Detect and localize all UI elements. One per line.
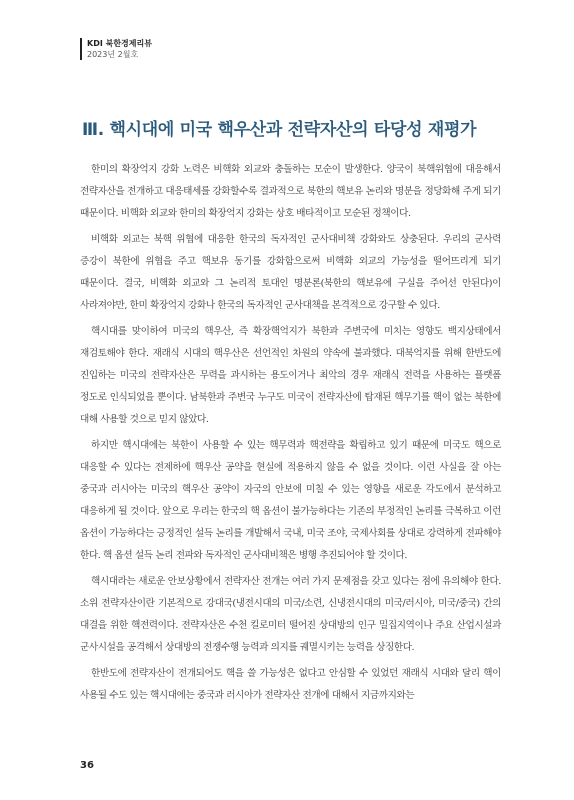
publication-name: KDI 북한경제리뷰 xyxy=(87,39,152,48)
body-text xyxy=(80,159,501,711)
paragraph: 핵시대라는 새로운 안보상황에서 전략자산 전개는 여러 가지 문제점을 갖고 있다는 점에 유의해야 한다. 소위 전략자산이란 기본적으로 강대국(냉전시대의 미국/소련, 신냉전시대의 미국/러시아, 미국/중국) 간의 대결을 위한 핵전력이다. 전략자산은 수천 킬로미터 떨어진 상대방의 인구 밀집지역이나 주요 산업시설과 군사시설을 공격해서 상대방의 전쟁수행 능력과 의지를 궤멸시키는 능력을 상징한다. xyxy=(80,576,501,653)
paragraph: 한미의 확장억지 강화 노력은 비핵화 외교와 충돌하는 모순이 발생한다. 양국이 북핵위협에 대응해서 전략자산을 전개하고 대응태세를 강화할수록 결과적으로 북한의 핵보유 논리와 명분을 정당화해 주게 되기 때문이다. 비핵화 외교와 한미의 확장억지 강화는 상호 배타적이고 모순된 정책이다. xyxy=(80,164,501,219)
paragraph: 핵시대를 맞이하여 미국의 핵우산, 즉 확장핵억지가 북한과 주변국에 미치는 영향도 백지상태에서 재검토해야 한다. 재래식 시대의 핵우산은 선언적인 차원의 약속에 불과했다. 대북억지를 위해 한반도에 진입하는 미국의 전략자산은 무력을 과시하는 용도이거나 최악의 경우 재래식 전력을 사용하는 플랫폼 정도로 인식되었을 뿐이다. 남북한과 주변국 누구도 미국이 전략자산에 탑재된 핵무기를 핵이 없는 북한에 대해 사용할 것으로 믿지 않았다. xyxy=(80,326,501,425)
paragraph: 비핵화 외교는 북핵 위협에 대응한 한국의 독자적인 군사대비책 강화와도 상충된다. 우리의 군사력 증강이 북한에 위협을 주고 핵보유 동기를 강화함으로써 비핵화 외교의 가능성을 떨어뜨리게 되기 때문이다. 결국, 비핵화 외교와 그 논리적 토대인 명분론(북한의 핵보유에 구실을 주어선 안된다)이 사라져야만, 한미 확장억지 강화나 한국의 독자적인 군사대책을 본격적으로 강구할 수 있다. xyxy=(80,234,501,311)
paragraph: 하지만 핵시대에는 북한이 사용할 수 있는 핵무력과 핵전략을 확립하고 있기 때문에 미국도 핵으로 대응할 수 있다는 전제하에 핵우산 공약을 현실에 적용하지 않을 수 없을 것이다. 이런 사실을 잘 아는 중국과 러시아는 미국의 핵우산 공약이 자국의 안보에 미칠 수 있는 영향을 새로운 각도에서 분석하고 대응하게 될 것이다. 앞으로 우리는 한국의 핵 옵션이 불가능하다는 기존의 부정적인 논리를 극복하고 이런 옵션이 가능하다는 긍정적인 설득 논리를 개발해서 국내, 미국 조야, 국제사회를 상대로 강력하게 전파해야 한다. 핵 옵션 설득 논리 전파와 독자적인 군사대비책은 병행 추진되어야 할 것이다. xyxy=(80,440,501,561)
page-number: 36 xyxy=(80,760,94,771)
issue-date: 2023년 2월호 xyxy=(87,50,139,59)
section-title: Ⅲ. 핵시대에 미국 핵우산과 전략자산의 타당성 재평가 xyxy=(82,120,477,140)
running-header xyxy=(80,38,152,60)
paragraph: 한반도에 전략자산이 전개되어도 핵을 쓸 가능성은 없다고 안심할 수 있었던 재래식 시대와 달리 핵이 사용될 수도 있는 핵시대에는 중국과 러시아가 전략자산 전개에 대해서 지금까지와는 xyxy=(80,668,501,701)
